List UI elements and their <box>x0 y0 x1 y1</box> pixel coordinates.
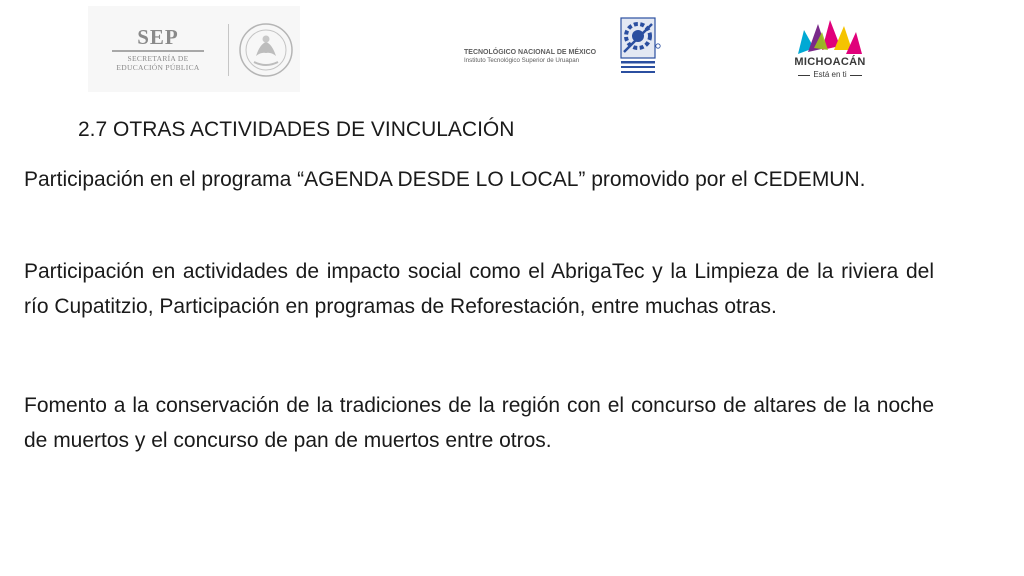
tecnm-logo <box>464 48 614 65</box>
sep-wordmark <box>106 26 210 72</box>
michoacan-tagline: Está en ti <box>813 70 847 79</box>
tecnm-title: TECNOLÓGICO NACIONAL DE MÉXICO <box>464 49 597 56</box>
sep-divider <box>228 24 229 76</box>
tagline-rule-right <box>850 75 862 76</box>
michoacan-logo <box>784 18 876 84</box>
paragraph-social-impact: Participación en actividades de impacto social como el AbrigaTec y la Limpieza de la riviera del río Cupatitzio, Participación en programas de Reforestación, entre muchas otras. <box>24 260 934 318</box>
paragraph-traditions: Fomento a la conservación de la tradiciones de la región con el concurso de altares de la noche de muertos y el concurso de pan de muertos entre otros. <box>24 394 934 452</box>
sep-rule <box>112 50 204 52</box>
national-seal-icon <box>238 22 294 78</box>
michoacan-name: MICHOACÁN <box>794 56 866 68</box>
michoacan-crown-icon <box>784 18 876 58</box>
paragraph-agenda: Participación en el programa “AGENDA DESDE LO LOCAL” promovido por el CEDEMUN. <box>24 168 866 191</box>
section-title: 2.7 OTRAS ACTIVIDADES DE VINCULACIÓN <box>78 118 515 141</box>
tecnm-subtitle: Instituto Tecnológico Superior de Uruapan <box>464 57 580 64</box>
sep-logo <box>88 6 300 92</box>
logo-header <box>0 0 1024 100</box>
sep-title: SEP <box>137 25 179 49</box>
itsu-gear-logo-icon <box>618 16 664 76</box>
sep-subtitle-2: EDUCACIÓN PÚBLICA <box>116 63 200 72</box>
sep-subtitle-1: SECRETARÍA DE <box>127 54 189 63</box>
